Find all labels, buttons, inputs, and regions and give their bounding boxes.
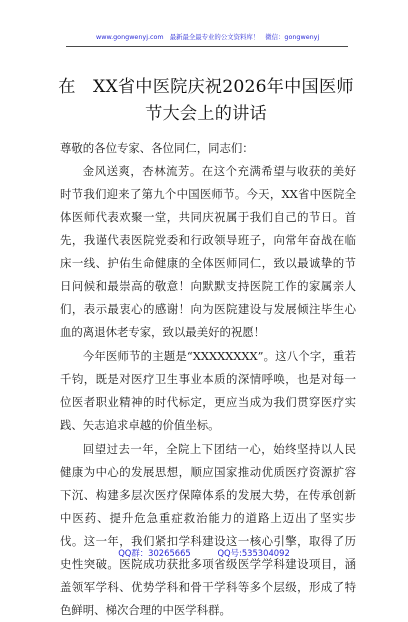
paragraph-theme: 今年医师节的主题是“XXXXXXXX”。这八个字，重若千钧，既是对医疗卫生事业本质的深情呼唤，也是对每一位医者职业精神的时代标定，更应当成为我们贯穿医疗实践、矢志追求卓越的价值坐标。 [60,349,356,432]
qq-group: QQ群：30265665 [118,548,191,558]
page-footer [0,547,408,559]
salutation: 尊敬的各位专家、各位同仁，同志们： [60,141,254,155]
site-slogan: 最新最全最专业的公文资料库！ [169,33,260,41]
document-title: 在 XX省中医院庆祝2026年中国医师节大会上的讲话 [58,77,354,124]
site-url[interactable]: www.gongwenyj.com [96,33,164,41]
site-header [96,33,326,42]
qq-number: QQ号:535304092 [217,548,290,558]
paragraph-opening: 金风送爽，杏林流芳。在这个充满希望与收获的美好时节我们迎来了第九个中国医师节。今天，XX省中医院全体医师代表欢聚一堂，共同庆祝属于我们自己的节日。首先，我谨代表医院党委和行政领导班子，向常年奋战在临床一线、护佑生命健康的全体医师同仁，致以最诚挚的节日问候和最崇高的敬意！向默默支持医院工作的家属亲人们，表示最衷心的感谢！向为医院建设与发展倾注毕生心血的离退休老专家，致以最美好的祝愿！ [60,164,356,339]
header-divider [66,46,348,47]
wechat-id: 微信：gongwenyj [265,33,320,41]
paragraph-review: 回望过去一年，全院上下团结一心，始终坚持以人民健康为中心的发展思想，顺应国家推动优质医疗资源扩容下沉、构建多层次医疗保障体系的发展大势，在传承创新中医药、提升危急重症救治能力的道路上迈出了坚实步伐。这一年，我们紧扣学科建设这一核心引擎，取得了历史性突破。医院成功获批多项省级医学学科建设项目，涵盖领军学科、优势学科和骨干学科等多个层级，形成了特色鲜明、梯次合理的中医学科群。 [60,442,356,617]
